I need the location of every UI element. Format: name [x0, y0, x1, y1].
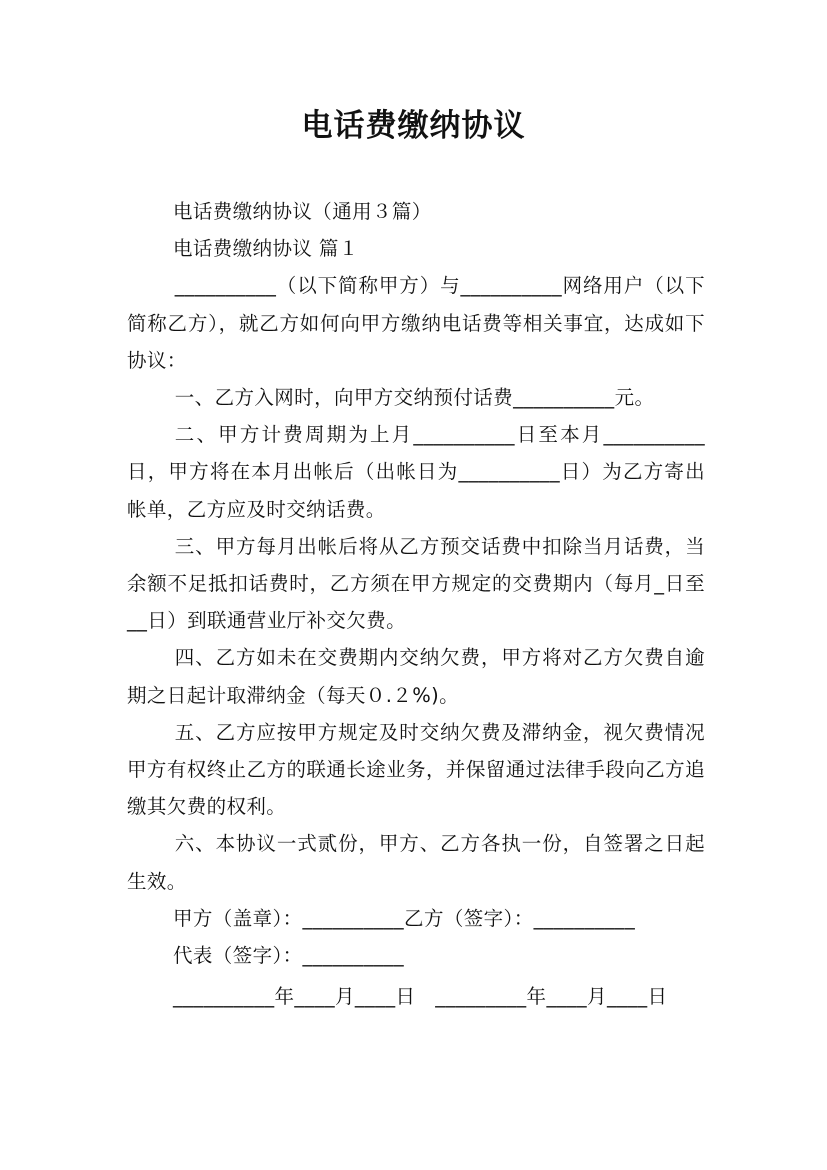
signature-line-representative: 代表（签字）：__________: [173, 944, 405, 968]
section-heading: 电话费缴纳协议 篇１: [173, 237, 359, 261]
document-body: [127, 193, 705, 1015]
paragraph-clause-1: 一、乙方入网时，向甲方交纳预付话费__________元。: [174, 386, 655, 410]
paragraph-clause-6: 六、本协议一式贰份，甲方、乙方各执一份，自签署之日起生效。: [127, 832, 705, 893]
paragraph-clause-5: 五、乙方应按甲方规定及时交纳欠费及滞纳金，视欠费情况甲方有权终止乙方的联通长途业务，并保留通过法律手段向乙方追缴其欠费的权利。: [127, 720, 705, 819]
paragraph-clause-4: 四、乙方如未在交费期内交纳欠费，甲方将对乙方欠费自逾期之日起计取滞纳金（每天０.２%)。: [127, 646, 705, 707]
date-line: __________年____月____日 _________年____月____日: [173, 985, 668, 1009]
paragraph-clause-3: 三、甲方每月出帐后将从乙方预交话费中扣除当月话费，当余额不足抵扣话费时，乙方须在甲方规定的交费期内（每月_日至__日）到联通营业厅补交欠费。: [127, 534, 705, 633]
document-title: 电话费缴纳协议: [301, 108, 526, 144]
document-subtitle: 电话费缴纳协议（通用３篇）: [173, 200, 432, 223]
signature-line-parties: 甲方（盖章）：__________乙方（签字）：__________: [173, 906, 636, 930]
paragraph-intro: __________（以下简称甲方）与__________网络用户（以下简称乙方），就乙方如何向甲方缴纳电话费等相关事宜，达成如下协议：: [127, 274, 705, 372]
paragraph-clause-2: 二、甲方计费周期为上月__________日至本月__________日，甲方将在本月出帐后（出帐日为__________日）为乙方寄出帐单，乙方应及时交纳话费。: [127, 423, 705, 521]
